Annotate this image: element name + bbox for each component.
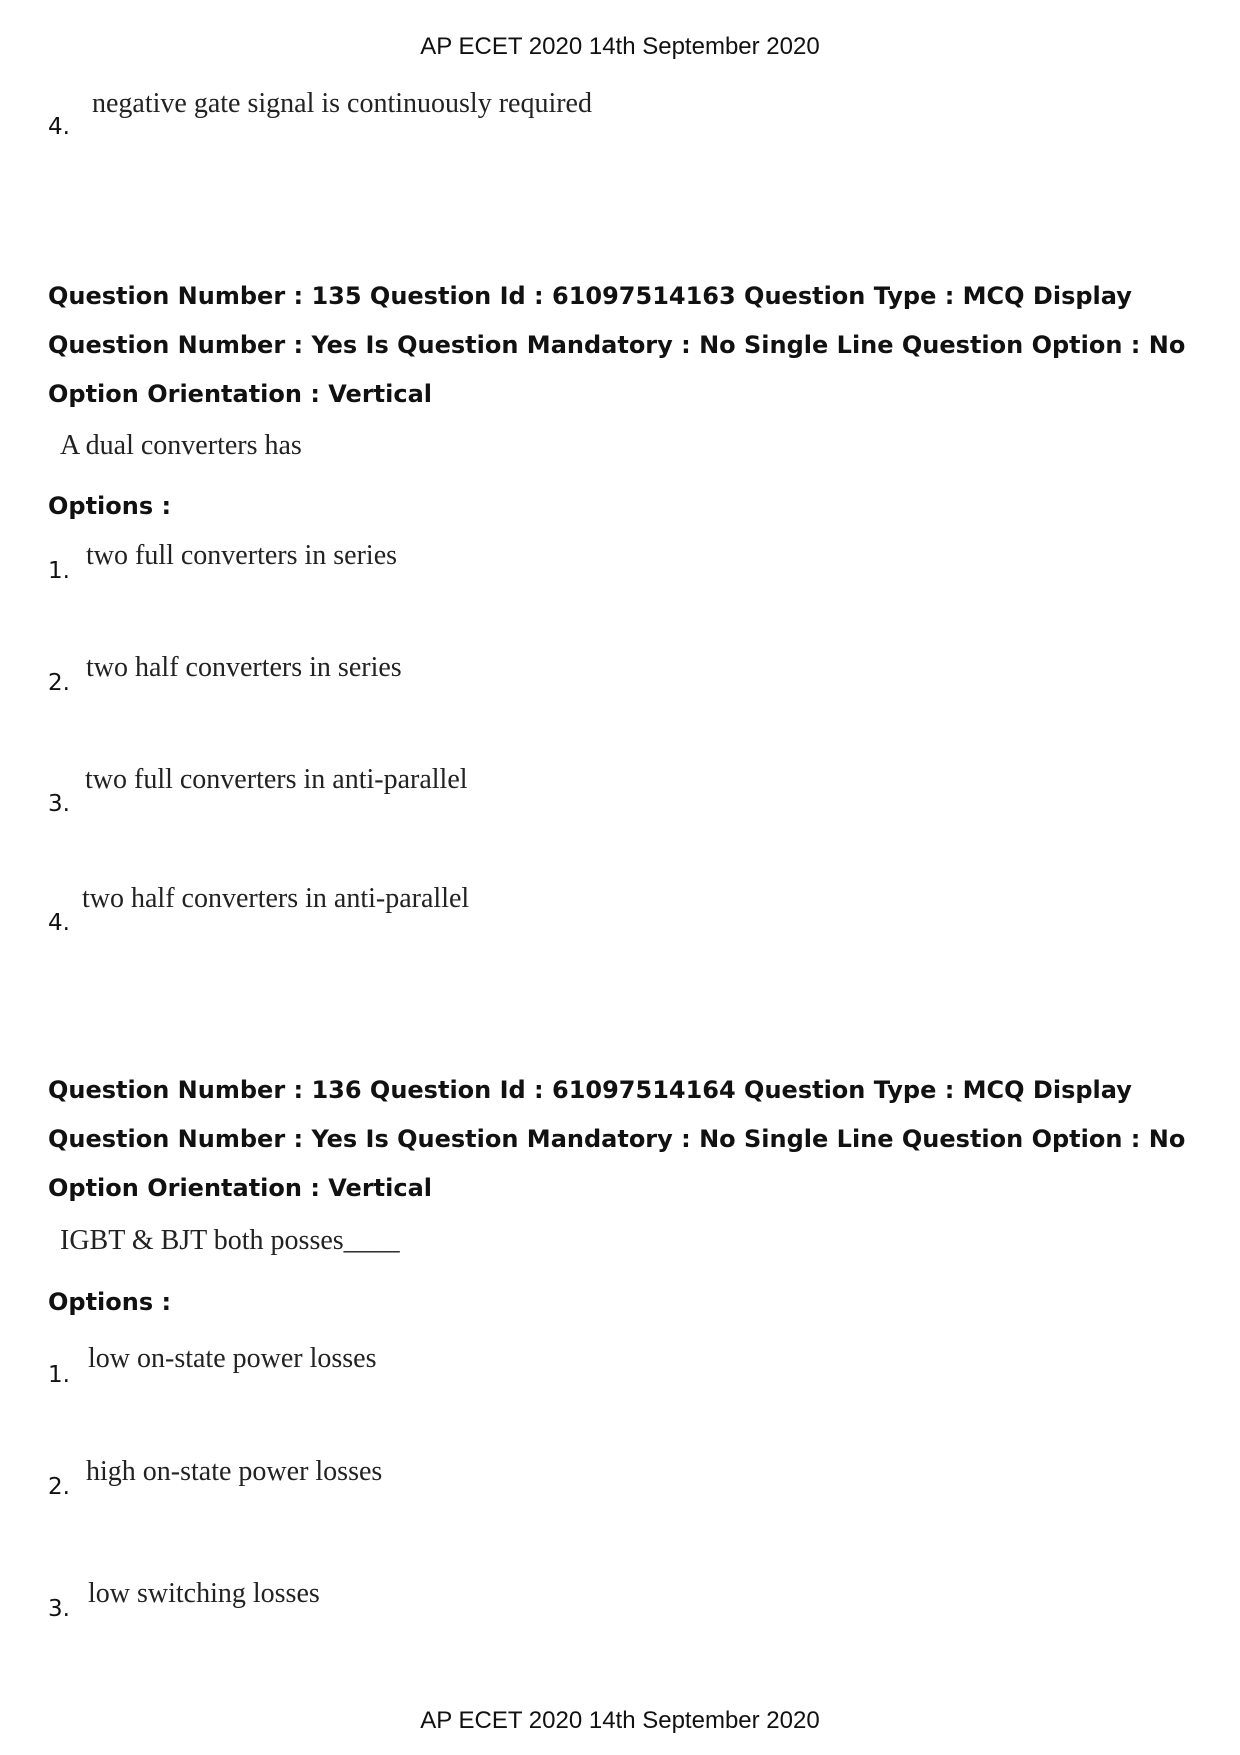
- question-136-text: IGBT & BJT both posses____: [60, 1225, 400, 1256]
- q136-option-2-text: high on-state power losses: [86, 1456, 383, 1487]
- q135-option-4-number: 4.: [48, 910, 70, 936]
- q135-option-3-number: 3.: [48, 791, 70, 817]
- prev-option-text: negative gate signal is continuously required: [92, 88, 592, 119]
- question-135-meta: Question Number : 135 Question Id : 61097514163 Question Type : MCQ Display Question Number : Yes Is Question Mandatory : No Single Line Question Option : No Option Orientation : Vertical: [48, 282, 1186, 408]
- q135-option-4-text: two half converters in anti-parallel: [82, 883, 470, 914]
- q135-option-1-text: two full converters in series: [86, 540, 398, 571]
- prev-option-number: 4.: [48, 114, 70, 140]
- q135-option-2-number: 2.: [48, 670, 70, 696]
- question-135-options-label: Options :: [48, 492, 172, 520]
- q136-option-1-text: low on-state power losses: [88, 1343, 377, 1374]
- question-135-text: A dual converters has: [60, 430, 302, 461]
- q136-option-3-text: low switching losses: [88, 1578, 320, 1609]
- q136-option-1-number: 1.: [48, 1362, 70, 1388]
- q136-option-2-number: 2.: [48, 1474, 70, 1500]
- question-136-options-label: Options :: [48, 1288, 172, 1316]
- q135-option-1-number: 1.: [48, 558, 70, 584]
- page-footer: AP ECET 2020 14th September 2020: [420, 1707, 820, 1734]
- q136-option-3-number: 3.: [48, 1596, 70, 1622]
- page-header: AP ECET 2020 14th September 2020: [420, 33, 820, 60]
- q135-option-3-text: two full converters in anti-parallel: [85, 764, 468, 795]
- question-136-meta: Question Number : 136 Question Id : 61097514164 Question Type : MCQ Display Question Number : Yes Is Question Mandatory : No Single Line Question Option : No Option Orientation : Vertical: [48, 1076, 1186, 1202]
- q135-option-2-text: two half converters in series: [86, 652, 402, 683]
